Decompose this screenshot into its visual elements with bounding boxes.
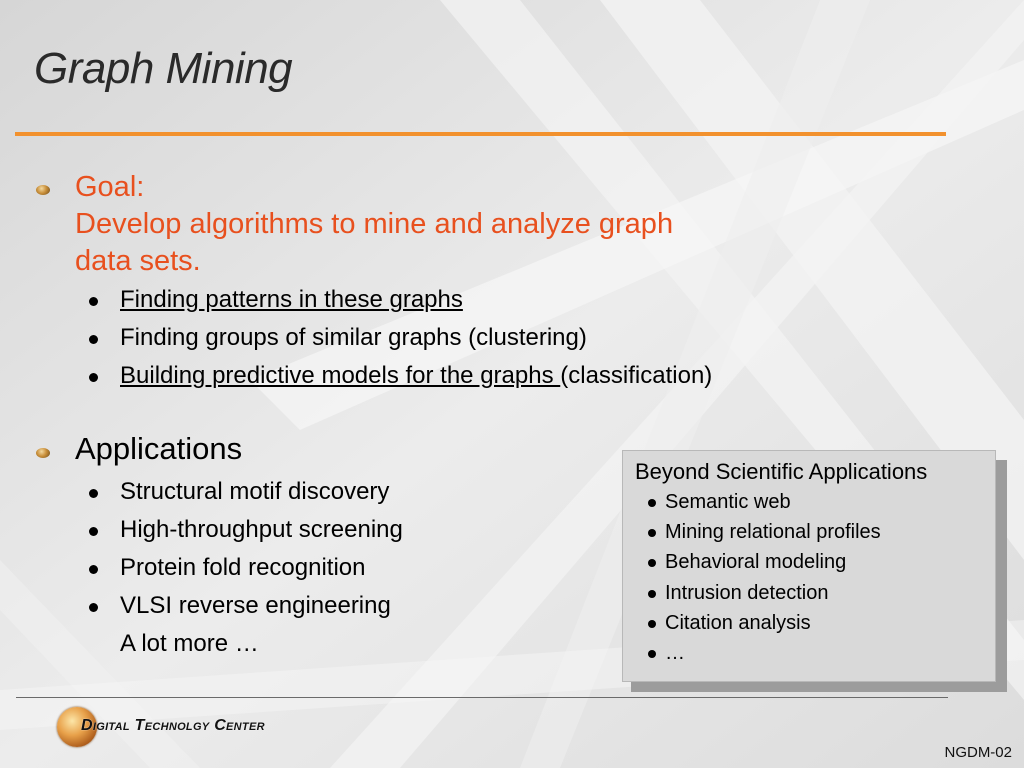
- logo-text: Digital Technolgy Center: [81, 717, 265, 734]
- list-item: [647, 641, 881, 671]
- list-item: [647, 611, 881, 641]
- list-item: [647, 581, 881, 611]
- list-item-text: High-throughput screening: [120, 516, 403, 543]
- link-predictive-models[interactable]: Building predictive models for the graphs: [120, 362, 561, 389]
- bullet-dot-icon: [648, 559, 656, 567]
- bullet-dot-icon: [89, 373, 98, 382]
- slide-number: NGDM-02: [944, 744, 1012, 761]
- applications-list: [88, 477, 403, 667]
- list-item: [88, 477, 403, 515]
- goal-list: [88, 285, 712, 399]
- list-item: [88, 285, 712, 323]
- goal-line-2: data sets.: [75, 245, 201, 277]
- list-item: [88, 323, 712, 361]
- footer-divider: [16, 697, 948, 698]
- list-item-text: (classification): [560, 362, 713, 389]
- list-item: [647, 490, 881, 520]
- list-item: [88, 553, 403, 591]
- applications-heading: Applications: [75, 431, 243, 466]
- list-item-text: Finding groups of similar graphs (clustering): [120, 324, 587, 351]
- goal-bullet-icon: [36, 185, 50, 195]
- bullet-dot-icon: [648, 499, 656, 507]
- goal-block: [75, 169, 795, 280]
- slide-title: Graph Mining: [34, 44, 293, 93]
- list-item-text: Intrusion detection: [665, 581, 829, 604]
- box-list: [647, 490, 881, 671]
- link-finding-patterns[interactable]: Finding patterns in these graphs: [120, 286, 463, 313]
- goal-line-1: Develop algorithms to mine and analyze graph: [75, 208, 674, 240]
- bullet-dot-icon: [648, 529, 656, 537]
- bullet-dot-icon: [89, 489, 98, 498]
- list-item: [88, 515, 403, 553]
- bullet-dot-icon: [89, 603, 98, 612]
- list-item-text: Citation analysis: [665, 611, 811, 634]
- list-item: [647, 550, 881, 580]
- bullet-dot-icon: [89, 297, 98, 306]
- list-item-text: Structural motif discovery: [120, 478, 390, 505]
- list-item-text: Protein fold recognition: [120, 554, 366, 581]
- bullet-dot-icon: [89, 527, 98, 536]
- list-item-more: [88, 629, 403, 667]
- title-underline: [15, 132, 946, 136]
- bullet-dot-icon: [648, 590, 656, 598]
- list-item-text: Behavioral modeling: [665, 551, 847, 574]
- bullet-dot-icon: [89, 335, 98, 344]
- list-item: [647, 520, 881, 550]
- applications-bullet-icon: [36, 448, 50, 458]
- list-item-text: VLSI reverse engineering: [120, 592, 391, 619]
- bullet-dot-icon: [648, 620, 656, 628]
- beyond-applications-box: [622, 450, 996, 682]
- list-item-text: Mining relational profiles: [665, 521, 881, 544]
- more-text: A lot more …: [120, 630, 259, 657]
- goal-heading: Goal:: [75, 171, 145, 203]
- box-title: Beyond Scientific Applications: [635, 459, 928, 484]
- list-item-text: Semantic web: [665, 491, 791, 513]
- list-item-text: …: [665, 641, 685, 664]
- list-item: [88, 591, 403, 629]
- list-item: [88, 361, 712, 399]
- bullet-dot-icon: [648, 650, 656, 658]
- bullet-dot-icon: [89, 565, 98, 574]
